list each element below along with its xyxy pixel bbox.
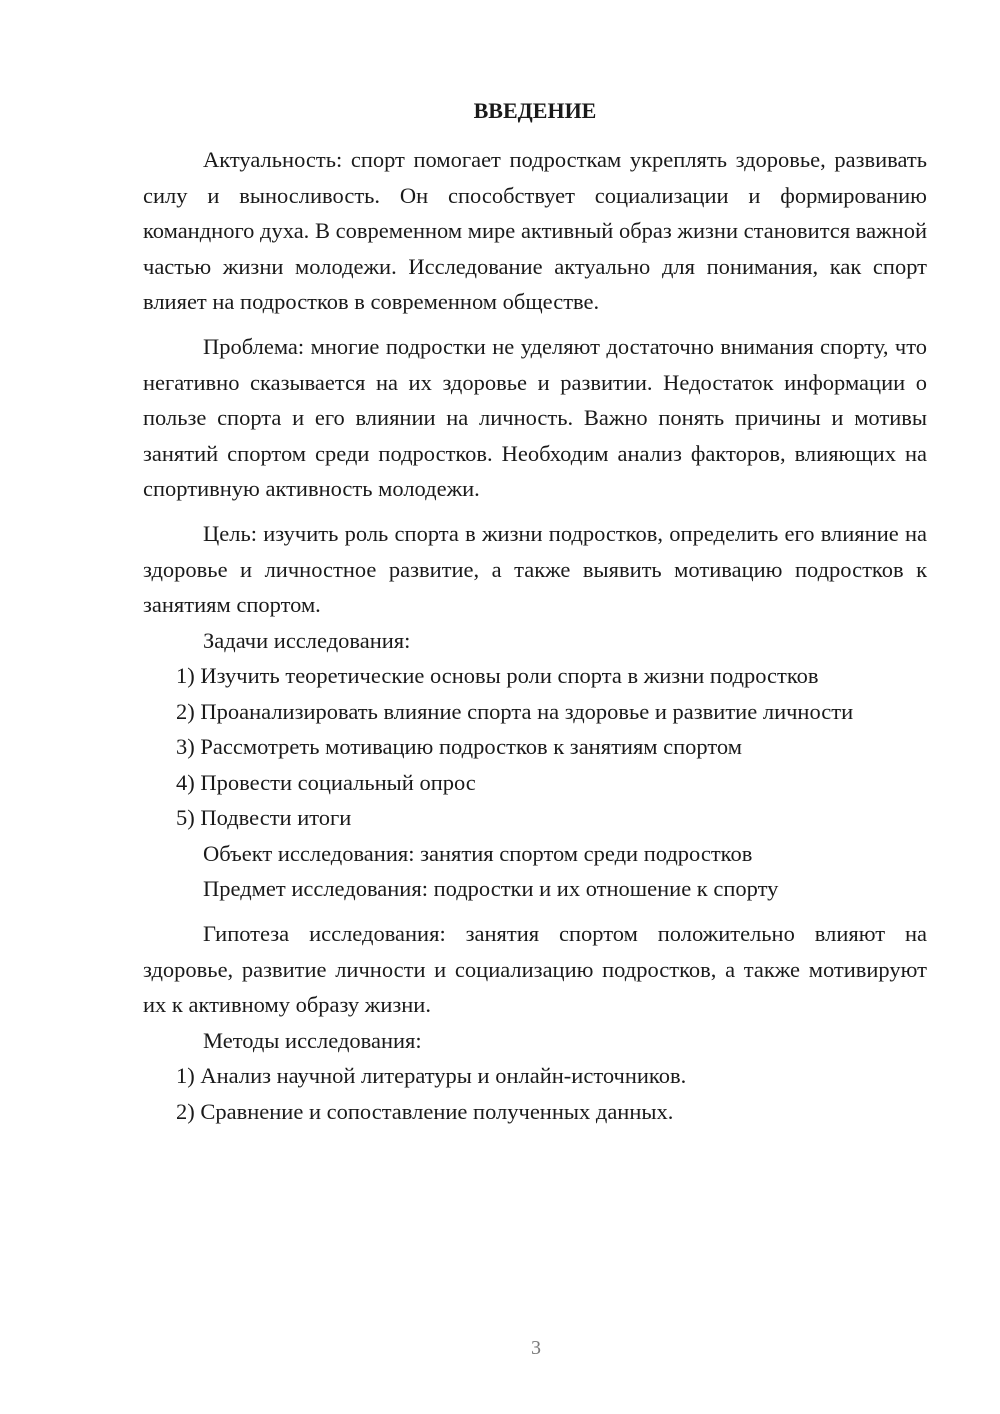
page-number: 3 xyxy=(531,1337,541,1359)
methods-heading: Методы исследования: xyxy=(203,1027,422,1053)
document-body xyxy=(143,142,927,1129)
document-title: ВВЕДЕНИЕ xyxy=(473,98,597,123)
task-item-4: 4) Провести социальный опрос xyxy=(176,769,476,795)
research-object: Объект исследования: занятия спортом среди подростков xyxy=(203,840,753,866)
goal-paragraph: Цель: изучить роль спорта в жизни подростков, определить его влияние на здоровье и личностное развитие, а также выявить мотивацию подростков к занятиям спортом. xyxy=(143,521,927,617)
method-item-2: 2) Сравнение и сопоставление полученных данных. xyxy=(176,1098,674,1124)
hypothesis-paragraph: Гипотеза исследования: занятия спортом положительно влияют на здоровье, развитие личности и социализацию подростков, а также мотивируют их к активному образу жизни. xyxy=(143,921,927,1017)
task-item-1: 1) Изучить теоретические основы роли спорта в жизни подростков xyxy=(176,663,819,688)
task-item-5: 5) Подвести итоги xyxy=(176,805,352,830)
task-item-3: 3) Рассмотреть мотивацию подростков к занятиям спортом xyxy=(176,734,742,759)
method-item-1: 1) Анализ научной литературы и онлайн-источников. xyxy=(176,1063,687,1088)
tasks-heading: Задачи исследования: xyxy=(203,627,411,653)
problem-paragraph: Проблема: многие подростки не уделяют достаточно внимания спорту, что негативно сказывается на их здоровье и развитии. Недостаток информации о пользе спорта и его влиянии на личность. Важно понять причины и мотивы занятий спортом среди подростков. Необходим анализ факторов, влияющих на спортивную активность молодежи. xyxy=(143,334,927,501)
research-subject: Предмет исследования: подростки и их отношение к спорту xyxy=(203,876,779,901)
task-item-2: 2) Проанализировать влияние спорта на здоровье и развитие личности xyxy=(176,698,854,724)
relevance-paragraph: Актуальность: спорт помогает подросткам укреплять здоровье, развивать силу и выносливость. Он способствует социализации и формированию командного духа. В современном мире активный образ жизни становится важной частью жизни молодежи. Исследование актуально для понимания, как спорт влияет на подростков в современном обществе. xyxy=(143,147,927,314)
